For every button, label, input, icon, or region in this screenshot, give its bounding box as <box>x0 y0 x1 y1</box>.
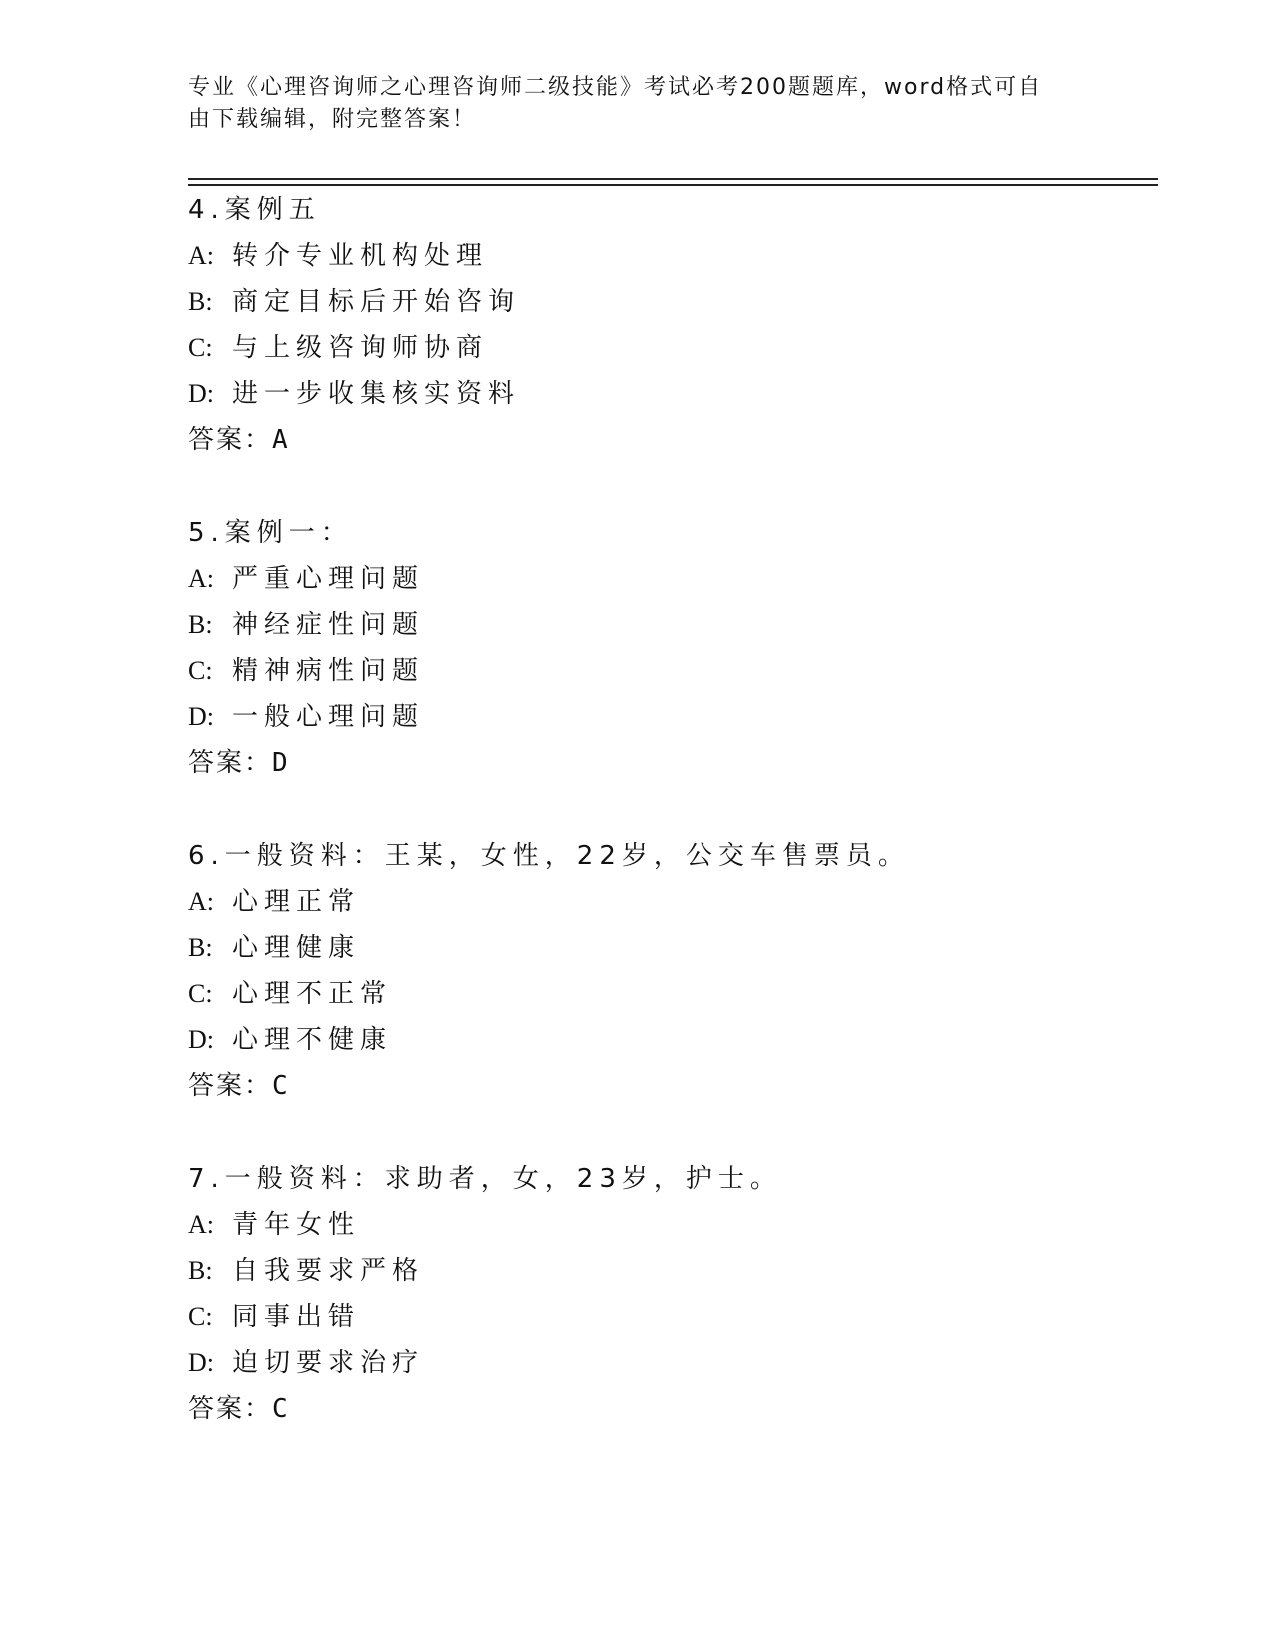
option-text: 心理正常 <box>232 887 361 917</box>
option-c <box>188 971 1148 1017</box>
option-text: 神经症性问题 <box>232 610 425 640</box>
answer-line <box>188 417 1148 463</box>
option-text: 一般心理问题 <box>232 702 425 732</box>
option-b <box>188 279 1148 325</box>
option-text: 自我要求严格 <box>232 1256 425 1286</box>
option-label: C: <box>188 333 213 362</box>
option-d <box>188 371 1148 417</box>
answer-prefix: 答案： <box>188 1394 273 1424</box>
option-label: A: <box>188 887 214 916</box>
option-text: 心理健康 <box>232 933 361 963</box>
answer-prefix: 答案： <box>188 425 273 455</box>
option-d <box>188 1017 1148 1063</box>
option-a <box>188 556 1148 602</box>
option-a <box>188 1202 1148 1248</box>
option-text: 迫切要求治疗 <box>232 1348 425 1378</box>
question-stem: 6.一般资料：王某，女性，22岁，公交车售票员。 <box>188 841 910 871</box>
option-label: B: <box>188 610 213 639</box>
header-divider-top <box>188 178 1158 180</box>
option-label: D: <box>188 1348 214 1377</box>
option-text: 精神病性问题 <box>232 656 425 686</box>
option-text: 青年女性 <box>232 1210 361 1240</box>
option-a <box>188 233 1148 279</box>
option-b <box>188 602 1148 648</box>
option-text: 心理不健康 <box>232 1025 393 1055</box>
option-label: A: <box>188 1210 214 1239</box>
question-7 <box>188 1156 1148 1432</box>
option-text: 同事出错 <box>232 1302 361 1332</box>
option-label: A: <box>188 564 214 593</box>
option-label: C: <box>188 979 213 1008</box>
answer-line <box>188 1386 1148 1432</box>
header-divider-bottom <box>188 184 1158 186</box>
answer-value: A <box>272 425 288 455</box>
option-d <box>188 694 1148 740</box>
option-label: A: <box>188 241 214 270</box>
answer-prefix: 答案： <box>188 1071 273 1101</box>
option-b <box>188 925 1148 971</box>
header-line-1: 专业《心理咨询师之心理咨询师二级技能》考试必考200题题库，word格式可自 <box>188 75 1043 100</box>
option-text: 与上级咨询师协商 <box>232 333 489 363</box>
option-label: C: <box>188 656 213 685</box>
option-label: D: <box>188 379 214 408</box>
option-text: 商定目标后开始咨询 <box>232 287 521 317</box>
answer-value: C <box>272 1071 288 1101</box>
question-4 <box>188 187 1148 463</box>
question-stem: 7.一般资料：求助者，女，23岁，护士。 <box>188 1164 782 1194</box>
question-list <box>188 187 1148 1432</box>
answer-value: D <box>272 748 288 778</box>
option-d <box>188 1340 1148 1386</box>
option-c <box>188 325 1148 371</box>
option-label: C: <box>188 1302 213 1331</box>
option-label: B: <box>188 1256 213 1285</box>
document-header <box>188 72 1068 136</box>
option-a <box>188 879 1148 925</box>
answer-value: C <box>272 1394 288 1424</box>
answer-prefix: 答案： <box>188 748 273 778</box>
option-text: 心理不正常 <box>232 979 393 1009</box>
option-c <box>188 1294 1148 1340</box>
option-label: D: <box>188 1025 214 1054</box>
option-text: 进一步收集核实资料 <box>232 379 521 409</box>
option-text: 严重心理问题 <box>232 564 425 594</box>
answer-line <box>188 740 1148 786</box>
question-stem: 4.案例五 <box>188 195 321 225</box>
header-line-2: 由下载编辑，附完整答案！ <box>188 107 477 132</box>
option-b <box>188 1248 1148 1294</box>
question-5 <box>188 510 1148 786</box>
option-label: D: <box>188 702 214 731</box>
option-text: 转介专业机构处理 <box>232 241 489 271</box>
option-label: B: <box>188 287 213 316</box>
option-c <box>188 648 1148 694</box>
question-6 <box>188 833 1148 1109</box>
answer-line <box>188 1063 1148 1109</box>
option-label: B: <box>188 933 213 962</box>
question-stem: 5.案例一： <box>188 518 353 548</box>
